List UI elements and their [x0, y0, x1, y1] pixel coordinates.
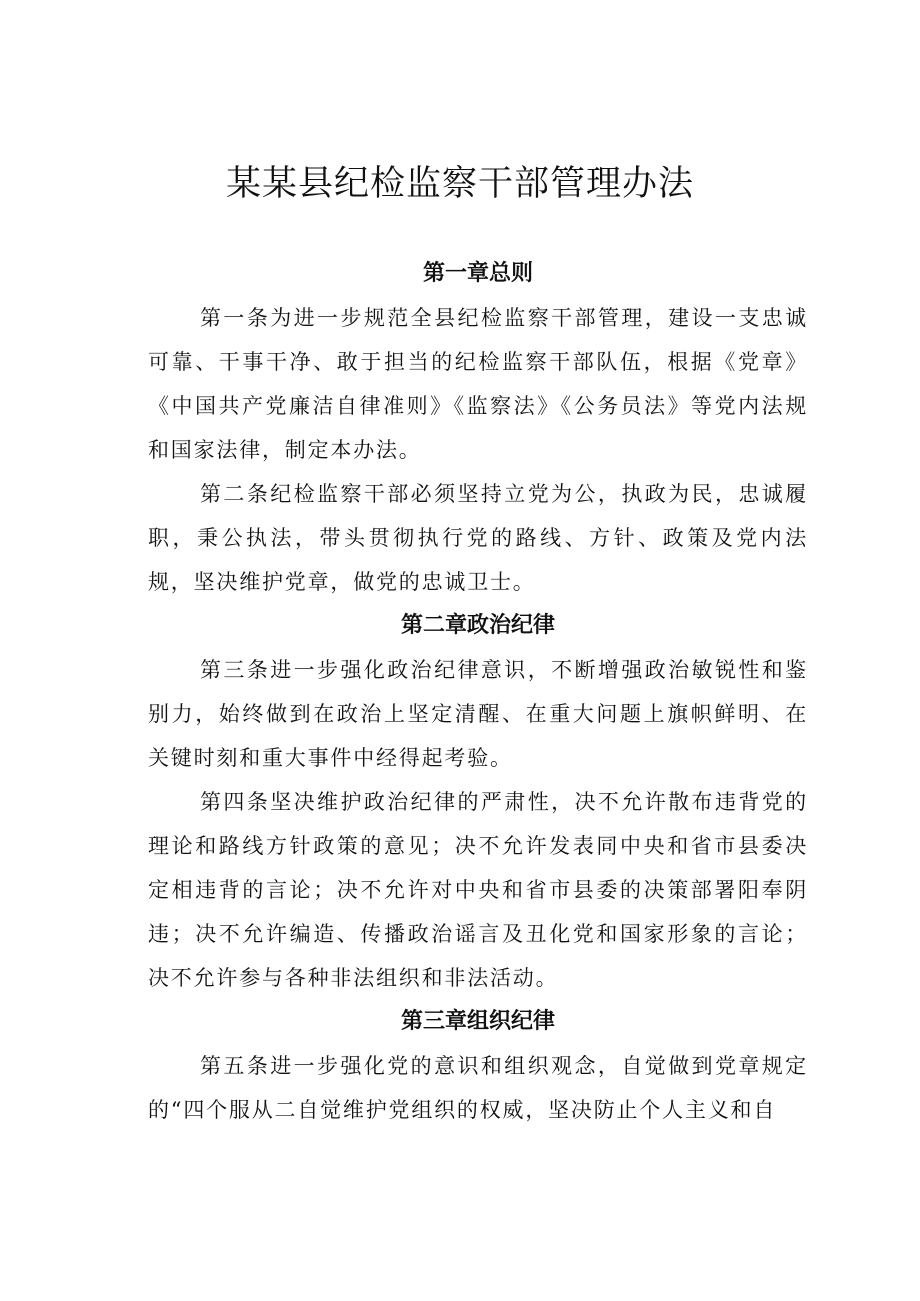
chapter-3	[148, 1000, 808, 1132]
chapter-heading: 第三章组织纪律	[400, 1009, 555, 1034]
chapter-heading: 第一章总则	[422, 261, 533, 286]
article-paragraph: 第一条为进一步规范全县纪检监察干部管理，建设一支忠诚可靠、干事干净、敢于担当的纪检监察干部队伍，根据《党章》《中国共产党廉洁自律准则》《监察法》《公务员法》等党内法规和国家法律，制定本办法。	[148, 306, 808, 462]
chapter-1	[148, 252, 808, 604]
article-paragraph: 第四条坚决维护政治纪律的严肃性，决不允许散布违背党的理论和路线方针政策的意见；决不允许发表同中央和省市县委决定相违背的言论；决不允许对中央和省市县委的决策部署阳奉阴违；决不允许编造、传播政治谣言及丑化党和国家形象的言论；决不允许参与各种非法组织和非法活动。	[148, 790, 808, 990]
document-title: 某某县纪检监察干部管理办法	[225, 164, 694, 204]
document-body	[148, 252, 808, 1132]
article-paragraph: 第三条进一步强化政治纪律意识，不断增强政治敏锐性和鉴别力，始终做到在政治上坚定清醒、在重大问题上旗帜鲜明、在关键时刻和重大事件中经得起考验。	[148, 658, 808, 770]
chapter-heading: 第二章政治纪律	[400, 613, 555, 638]
article-paragraph: 第二条纪检监察干部必须坚持立党为公，执政为民，忠诚履职，秉公执法，带头贯彻执行党的路线、方针、政策及党内法规，坚决维护党章，做党的忠诚卫士。	[148, 482, 808, 594]
article-paragraph: 第五条进一步强化党的意识和组织观念，自觉做到党章规定的“四个服从二自觉维护党组织的权威，坚决防止个人主义和自	[148, 1054, 808, 1122]
chapter-2	[148, 604, 808, 1000]
